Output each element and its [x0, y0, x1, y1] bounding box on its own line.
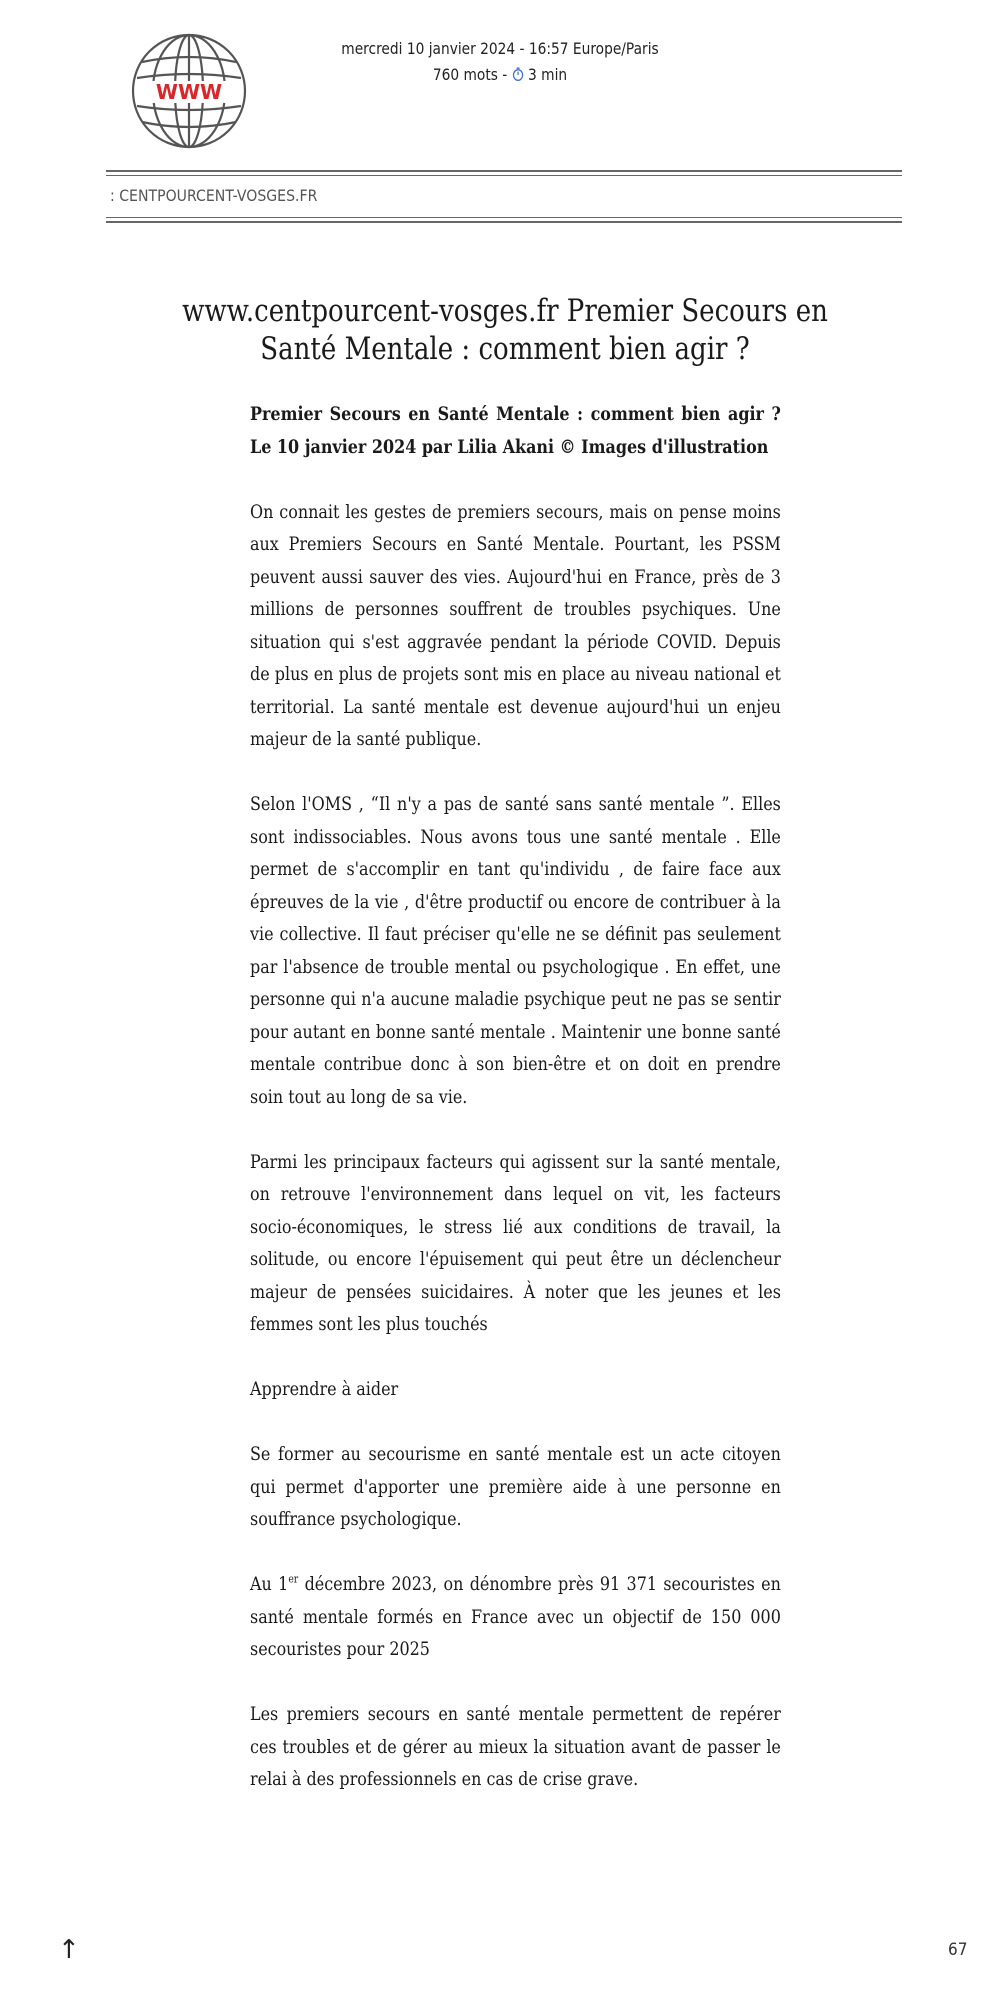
paragraph: Parmi les principaux facteurs qui agissent sur la santé mentale, on retrouve l'environnement dans lequel on vit, les facteurs socio-économiques, le stress lié aux conditions de travail, la solitude, ou encore l'épuisement qui peut être un déclencheur majeur de pensées suicidaires. À noter que les jeunes et les femmes sont les plus touchés [250, 1150, 781, 1335]
publish-datetime: mercredi 10 janvier 2024 - 16:57 Europe/Paris [341, 39, 659, 58]
paragraph: Les premiers secours en santé mentale permettent de repérer ces troubles et de gérer au mieux la situation avant de passer le relai à des professionnels en cas de crise grave. [250, 1703, 781, 1790]
arrow-up-icon[interactable]: ↑ [58, 1935, 80, 1965]
word-count: 760 mots - [432, 65, 512, 84]
paragraph: On connait les gestes de premiers secours, mais on pense moins aux Premiers Secours en Santé Mentale. Pourtant, les PSSM peuvent aussi sauver des vies. Aujourd'hui en France, près de 3 millions de personnes souffrent de troubles psychiques. Une situation qui s'est aggravée pendant la période COVID. Depuis de plus en plus de projets sont mis en place au niveau national et territorial. La santé mentale est devenue aujourd'hui un enjeu majeur de la santé publique. [250, 500, 781, 750]
paragraph: Se former au secourisme en santé mentale est un acte citoyen qui permet d'apporter une première aide à une personne en souffrance psychologique. [250, 1443, 781, 1530]
svg-text:WWW: WWW [155, 80, 223, 104]
article-body [250, 398, 781, 1828]
page-number: 67 [948, 1940, 968, 1960]
stopwatch-icon [512, 67, 524, 81]
paragraph: Selon l'OMS , “Il n'y a pas de santé sans santé mentale ”. Elles sont indissociables. Nous avons tous une santé mentale . Elle permet de s'accomplir en tant qu'individu , de faire face aux épreuves de la vie , d'être productif ou encore de contribuer à la vie collective. Il faut préciser qu'elle ne se définit pas seulement par l'absence de trouble mental ou psychologique . En effet, une personne qui n'a aucune maladie psychique peut ne pas se sentir pour autant en bonne santé mentale . Maintenir une bonne santé mentale contribue donc à son bien-être et on doit en prendre soin tout au long de sa vie. [250, 793, 781, 1108]
header-divider-top [106, 170, 902, 172]
section-subheading: Apprendre à aider [250, 1378, 399, 1400]
reading-info [328, 62, 672, 88]
header-divider-top-inner [106, 175, 902, 176]
header-divider-bottom [106, 221, 902, 223]
header-divider-bottom-inner [106, 217, 902, 218]
paragraph-statistics: Au 1er décembre 2023, on dénombre près 91 371 secouristes en santé mentale formés en France avec un objectif de 150 000 secouristes pour 2025 [250, 1572, 781, 1660]
globe-www-logo [128, 30, 250, 152]
article-meta [328, 36, 672, 88]
article-lead: Premier Secours en Santé Mentale : comment bien agir ? Le 10 janvier 2024 par Lilia Akani © Images d'illustration [250, 403, 781, 458]
article-title: www.centpourcent-vosges.fr Premier Secours en Santé Mentale : comment bien agir ? [182, 293, 828, 367]
reading-time: 3 min [528, 65, 568, 84]
source-label: : CENTPOURCENT-VOSGES.FR [110, 186, 318, 205]
